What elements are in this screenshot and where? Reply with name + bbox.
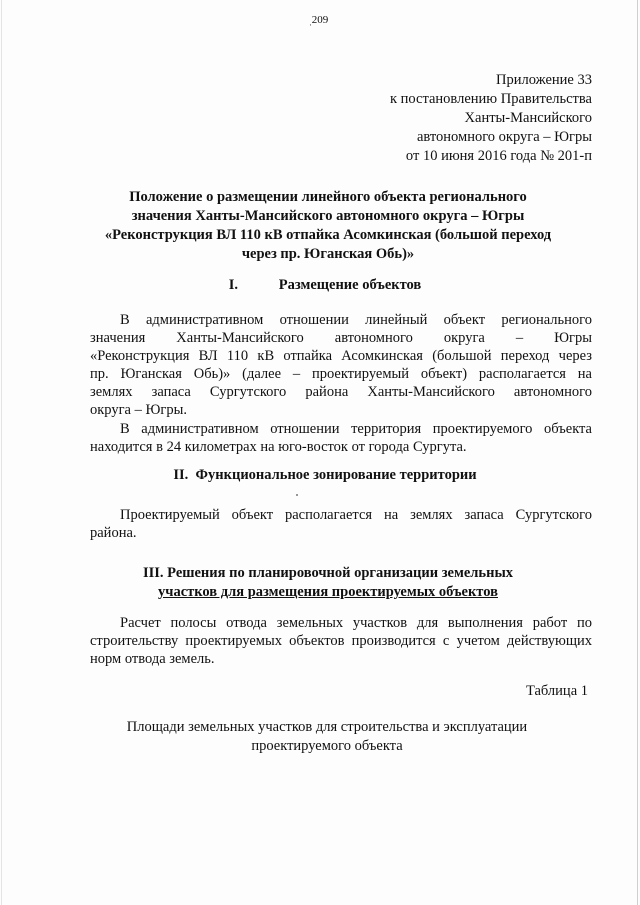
paragraph: [90, 506, 592, 542]
paragraph-line: находится в 24 километрах на юго-восток от города Сургута.: [90, 439, 467, 455]
section-title: Функциональное зонирование территории: [195, 467, 477, 483]
section-number: II.: [173, 467, 189, 483]
title-line: через пр. Юганская Обь)»: [241, 246, 415, 262]
paragraph-line: В административном отношении территория проектируемого объекта: [120, 421, 592, 437]
appendix-block: [262, 71, 592, 166]
caption-line: проектируемого объекта: [251, 738, 403, 754]
appendix-line: Приложение 33: [496, 72, 592, 88]
title-line: Положение о размещении линейного объекта регионального: [129, 189, 527, 205]
scan-edge-right: [637, 0, 638, 905]
paragraph-line: землях запаса Сургутского района Ханты-Мансийского автономного: [90, 384, 592, 400]
scan-dot: [296, 494, 298, 496]
paragraph-line: Проектируемый объект располагается на землях запаса Сургутского: [120, 507, 592, 523]
document-title: [78, 188, 578, 264]
section-title: Размещение объектов: [278, 277, 422, 293]
paragraph: [90, 420, 592, 456]
title-line: значения Ханты-Мансийского автономного округа – Югры: [131, 208, 525, 224]
paragraph-line: округа – Югры.: [90, 402, 187, 418]
paragraph-line: значения Ханты-Мансийского автономного округа – Югры: [90, 330, 592, 346]
paragraph-line: Расчет полосы отвода земельных участков для выполнения работ по: [120, 615, 592, 631]
paragraph: [90, 614, 592, 668]
paragraph-line: пр. Юганская Обь)» (далее – проектируемый объект) располагается на: [90, 366, 592, 382]
paragraph-line: норм отвода земель.: [90, 651, 215, 667]
appendix-line: Ханты-Мансийского: [464, 110, 592, 126]
section-number: I.: [228, 277, 239, 293]
paragraph-line: района.: [90, 525, 137, 541]
table-label: Таблица 1: [525, 683, 588, 699]
section-heading-2: [60, 466, 590, 485]
appendix-line: от 10 июня 2016 года № 201-п: [405, 148, 592, 164]
appendix-line: к постановлению Правительства: [390, 91, 592, 107]
table-caption: [62, 718, 592, 756]
section-heading-1: [60, 276, 590, 295]
paragraph: [90, 311, 592, 419]
caption-line: Площади земельных участков для строительства и эксплуатации: [126, 719, 528, 735]
section-heading-3: [78, 564, 578, 602]
scan-edge-left: [1, 0, 2, 905]
page-number: 209: [311, 14, 329, 26]
section-title-line: III. Решения по планировочной организации земельных: [142, 565, 514, 581]
paragraph-line: В административном отношении линейный объект регионального: [120, 312, 592, 328]
paragraph-line: строительству проектируемых объектов производится с учетом действующих: [90, 633, 592, 649]
paragraph-line: «Реконструкция ВЛ 110 кВ отпайка Асомкинская (большой переход через: [90, 348, 592, 364]
title-line: «Реконструкция ВЛ 110 кВ отпайка Асомкинская (большой переход: [104, 227, 552, 243]
appendix-line: автономного округа – Югры: [416, 129, 592, 145]
scan-speck: ·: [309, 20, 312, 30]
section-title-line: участков для размещения проектируемых объектов: [158, 584, 498, 600]
